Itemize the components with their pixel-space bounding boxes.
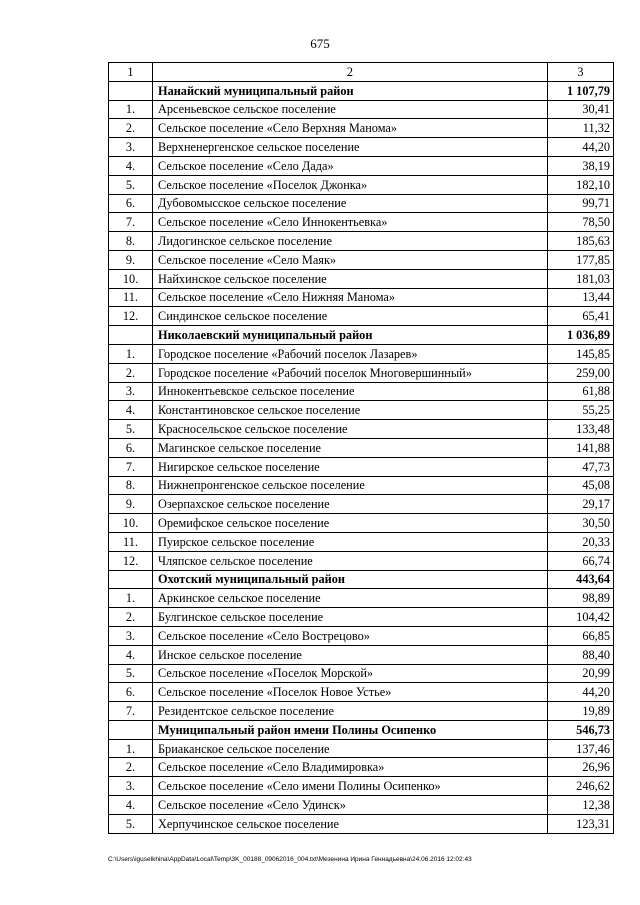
row-number: 5.: [109, 814, 153, 833]
row-number: 9.: [109, 495, 153, 514]
settlement-name: Магинское сельское поселение: [153, 438, 548, 457]
settlement-name: Сельское поселение «Поселок Морской»: [153, 664, 548, 683]
settlement-value: 66,85: [548, 626, 614, 645]
settlements-table: [108, 62, 614, 834]
settlement-row: [109, 758, 614, 777]
district-name: Нанайский муниципальный район: [153, 81, 548, 100]
settlement-name: Сельское поселение «Село Дада»: [153, 156, 548, 175]
settlement-row: [109, 626, 614, 645]
row-number: 12.: [109, 307, 153, 326]
settlement-name: Сельское поселение «Поселок Джонка»: [153, 175, 548, 194]
settlement-name: Сельское поселение «Село Иннокентьевка»: [153, 213, 548, 232]
district-name: Охотский муниципальный район: [153, 570, 548, 589]
row-number: 5.: [109, 420, 153, 439]
settlement-value: 30,50: [548, 514, 614, 533]
settlement-row: [109, 495, 614, 514]
settlement-value: 44,20: [548, 683, 614, 702]
settlement-value: 78,50: [548, 213, 614, 232]
row-number: 3.: [109, 382, 153, 401]
row-number: 2.: [109, 363, 153, 382]
row-number: 7.: [109, 457, 153, 476]
row-number: 1.: [109, 589, 153, 608]
settlement-name: Верхненергенское сельское поселение: [153, 138, 548, 157]
row-number: 5.: [109, 664, 153, 683]
settlement-row: [109, 138, 614, 157]
row-number: 7.: [109, 213, 153, 232]
settlement-value: 185,63: [548, 232, 614, 251]
row-number: 3.: [109, 777, 153, 796]
settlement-name: Арсеньевское сельское поселение: [153, 100, 548, 119]
settlement-row: [109, 664, 614, 683]
settlement-row: [109, 382, 614, 401]
row-number: 1.: [109, 100, 153, 119]
settlement-value: 141,88: [548, 438, 614, 457]
settlement-name: Сельское поселение «Село Нижняя Манома»: [153, 288, 548, 307]
settlement-name: Аркинское сельское поселение: [153, 589, 548, 608]
settlement-value: 19,89: [548, 702, 614, 721]
header-col-3: 3: [548, 63, 614, 82]
row-number: 3.: [109, 626, 153, 645]
row-number: 9.: [109, 250, 153, 269]
settlement-name: Лидогинское сельское поселение: [153, 232, 548, 251]
row-number: 4.: [109, 796, 153, 815]
settlement-row: [109, 683, 614, 702]
row-number: 2.: [109, 119, 153, 138]
row-number: 2.: [109, 758, 153, 777]
header-col-1: 1: [109, 63, 153, 82]
settlement-name: Сельское поселение «Село Маяк»: [153, 250, 548, 269]
settlement-row: [109, 307, 614, 326]
settlement-value: 61,88: [548, 382, 614, 401]
row-number: 11.: [109, 288, 153, 307]
settlement-row: [109, 401, 614, 420]
settlement-value: 137,46: [548, 739, 614, 758]
settlement-name: Нижнепронгенское сельское поселение: [153, 476, 548, 495]
settlement-value: 104,42: [548, 608, 614, 627]
settlement-name: Городское поселение «Рабочий поселок Лазарев»: [153, 344, 548, 363]
settlement-value: 181,03: [548, 269, 614, 288]
settlement-row: [109, 457, 614, 476]
district-row: [109, 570, 614, 589]
settlement-row: [109, 269, 614, 288]
settlement-name: Бриаканское сельское поселение: [153, 739, 548, 758]
district-total: 1 107,79: [548, 81, 614, 100]
district-total: 1 036,89: [548, 326, 614, 345]
row-number: 11.: [109, 532, 153, 551]
settlement-name: Сельское поселение «Поселок Новое Устье»: [153, 683, 548, 702]
settlement-value: 98,89: [548, 589, 614, 608]
row-number: 6.: [109, 194, 153, 213]
settlement-row: [109, 194, 614, 213]
row-number: 8.: [109, 476, 153, 495]
district-number: [109, 720, 153, 739]
settlement-row: [109, 777, 614, 796]
row-number: 7.: [109, 702, 153, 721]
settlement-row: [109, 175, 614, 194]
settlement-row: [109, 476, 614, 495]
settlement-row: [109, 814, 614, 833]
row-number: 4.: [109, 645, 153, 664]
row-number: 6.: [109, 683, 153, 702]
settlement-value: 45,08: [548, 476, 614, 495]
settlement-name: Чляпское сельское поселение: [153, 551, 548, 570]
settlement-name: Найхинское сельское поселение: [153, 269, 548, 288]
file-path-footer: C:\Users\iguselkhina\AppData\Local\Temp\3K_00188_09062016_004.txt\Мезенина Ирина Геннадьевна\24.06.2016 12:02:43: [108, 856, 472, 863]
settlement-name: Красносельское сельское поселение: [153, 420, 548, 439]
settlement-row: [109, 250, 614, 269]
settlement-name: Сельское поселение «Село Верхняя Манома»: [153, 119, 548, 138]
district-row: [109, 326, 614, 345]
district-total: 443,64: [548, 570, 614, 589]
district-row: [109, 81, 614, 100]
settlement-row: [109, 438, 614, 457]
settlement-value: 99,71: [548, 194, 614, 213]
settlement-value: 12,38: [548, 796, 614, 815]
settlement-value: 20,99: [548, 664, 614, 683]
settlement-row: [109, 232, 614, 251]
settlement-value: 30,41: [548, 100, 614, 119]
settlement-name: Оремифское сельское поселение: [153, 514, 548, 533]
settlement-row: [109, 739, 614, 758]
settlement-value: 182,10: [548, 175, 614, 194]
settlement-row: [109, 344, 614, 363]
settlement-row: [109, 363, 614, 382]
settlement-row: [109, 420, 614, 439]
settlement-name: Озерпахское сельское поселение: [153, 495, 548, 514]
settlement-value: 65,41: [548, 307, 614, 326]
settlement-row: [109, 796, 614, 815]
settlement-name: Сельское поселение «Село Владимировка»: [153, 758, 548, 777]
settlement-name: Резидентское сельское поселение: [153, 702, 548, 721]
settlement-row: [109, 645, 614, 664]
row-number: 6.: [109, 438, 153, 457]
settlement-name: Булгинское сельское поселение: [153, 608, 548, 627]
settlement-row: [109, 702, 614, 721]
settlement-value: 259,00: [548, 363, 614, 382]
row-number: 12.: [109, 551, 153, 570]
row-number: 2.: [109, 608, 153, 627]
page-number: 675: [310, 36, 330, 51]
settlement-row: [109, 608, 614, 627]
settlement-value: 88,40: [548, 645, 614, 664]
settlement-value: 47,73: [548, 457, 614, 476]
settlement-name: Иннокентьевское сельское поселение: [153, 382, 548, 401]
settlement-value: 133,48: [548, 420, 614, 439]
settlement-value: 38,19: [548, 156, 614, 175]
settlement-row: [109, 119, 614, 138]
row-number: 4.: [109, 156, 153, 175]
district-number: [109, 570, 153, 589]
settlement-name: Сельское поселение «Село имени Полины Осипенко»: [153, 777, 548, 796]
district-row: [109, 720, 614, 739]
row-number: 1.: [109, 344, 153, 363]
settlement-value: 20,33: [548, 532, 614, 551]
settlement-value: 123,31: [548, 814, 614, 833]
row-number: 10.: [109, 514, 153, 533]
settlement-value: 177,85: [548, 250, 614, 269]
settlement-value: 44,20: [548, 138, 614, 157]
settlement-value: 55,25: [548, 401, 614, 420]
settlement-value: 145,85: [548, 344, 614, 363]
district-number: [109, 326, 153, 345]
settlement-value: 66,74: [548, 551, 614, 570]
settlement-name: Городское поселение «Рабочий поселок Многовершинный»: [153, 363, 548, 382]
row-number: 4.: [109, 401, 153, 420]
settlement-value: 26,96: [548, 758, 614, 777]
row-number: 5.: [109, 175, 153, 194]
header-col-2: 2: [153, 63, 548, 82]
settlement-name: Константиновское сельское поселение: [153, 401, 548, 420]
settlement-name: Дубовомысское сельское поселение: [153, 194, 548, 213]
settlement-name: Нигирское сельское поселение: [153, 457, 548, 476]
settlement-row: [109, 532, 614, 551]
row-number: 1.: [109, 739, 153, 758]
row-number: 8.: [109, 232, 153, 251]
settlement-value: 13,44: [548, 288, 614, 307]
settlement-row: [109, 288, 614, 307]
district-number: [109, 81, 153, 100]
settlement-value: 29,17: [548, 495, 614, 514]
table-header-row: [109, 63, 614, 82]
district-total: 546,73: [548, 720, 614, 739]
settlement-name: Инское сельское поселение: [153, 645, 548, 664]
settlement-value: 11,32: [548, 119, 614, 138]
row-number: 10.: [109, 269, 153, 288]
settlement-row: [109, 100, 614, 119]
settlement-row: [109, 213, 614, 232]
district-name: Муниципальный район имени Полины Осипенко: [153, 720, 548, 739]
settlement-row: [109, 551, 614, 570]
settlement-name: Сельское поселение «Село Вострецово»: [153, 626, 548, 645]
settlement-row: [109, 156, 614, 175]
settlement-name: Синдинское сельское поселение: [153, 307, 548, 326]
settlement-value: 246,62: [548, 777, 614, 796]
district-name: Николаевский муниципальный район: [153, 326, 548, 345]
settlement-name: Херпучинское сельское поселение: [153, 814, 548, 833]
settlement-name: Пуирское сельское поселение: [153, 532, 548, 551]
row-number: 3.: [109, 138, 153, 157]
settlement-name: Сельское поселение «Село Удинск»: [153, 796, 548, 815]
settlement-row: [109, 589, 614, 608]
settlement-row: [109, 514, 614, 533]
